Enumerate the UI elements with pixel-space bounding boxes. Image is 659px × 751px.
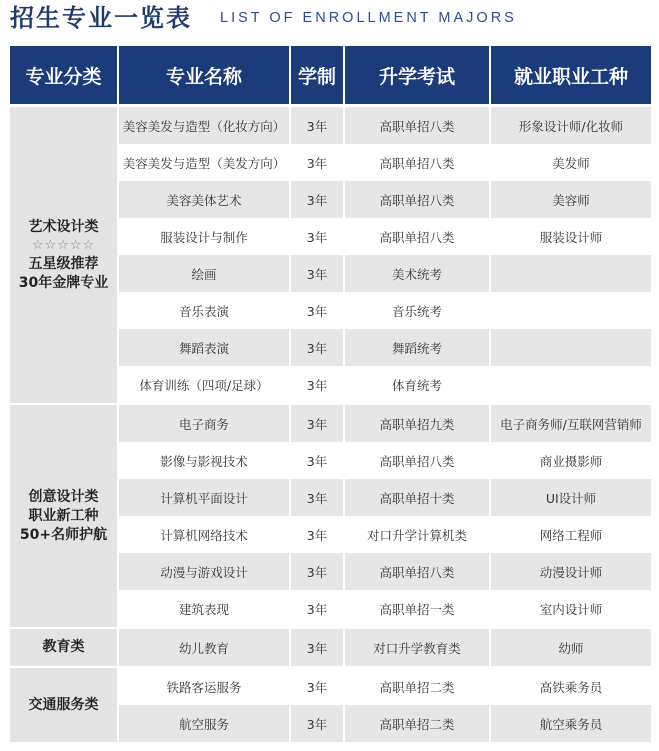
category-rating-stars: ☆☆☆☆☆ bbox=[31, 237, 96, 253]
duration-cell: 3年 bbox=[306, 377, 328, 393]
exam-cell: 舞蹈统考 bbox=[345, 329, 489, 366]
duration-cell: 3年 bbox=[291, 629, 343, 666]
exam-cell: 高职单招二类 bbox=[379, 679, 455, 695]
career-cell: 室内设计师 bbox=[539, 601, 603, 617]
table-row bbox=[119, 516, 651, 553]
career-cell bbox=[491, 292, 651, 329]
career-cell: 高铁乘务员 bbox=[539, 679, 603, 695]
major-name-cell: 电子商务 bbox=[119, 405, 289, 442]
duration-cell: 3年 bbox=[306, 303, 328, 319]
table-row bbox=[119, 366, 651, 403]
career-cell: 航空乘务员 bbox=[491, 705, 651, 742]
table-header bbox=[10, 46, 651, 104]
major-name-cell: 体育训练（四项/足球） bbox=[139, 377, 269, 393]
table-row bbox=[119, 405, 651, 442]
major-name-cell: 幼儿教育 bbox=[119, 629, 289, 666]
exam-cell: 高职单招一类 bbox=[379, 601, 455, 617]
category-note: 50+名师护航 bbox=[19, 526, 108, 543]
table-row bbox=[119, 218, 651, 255]
duration-cell: 3年 bbox=[306, 679, 328, 695]
duration-cell: 3年 bbox=[306, 453, 328, 469]
category-label: 创意设计类 bbox=[28, 488, 99, 505]
table-row bbox=[119, 705, 651, 742]
career-cell: 动漫设计师 bbox=[491, 553, 651, 590]
exam-cell: 体育统考 bbox=[391, 377, 442, 393]
page-subtitle-en: LIST OF ENROLLMENT MAJORS bbox=[220, 10, 517, 26]
header-exam: 升学考试 bbox=[345, 46, 489, 104]
header-major: 专业名称 bbox=[119, 46, 289, 104]
table-row bbox=[119, 144, 651, 181]
exam-cell: 对口升学计算机类 bbox=[366, 527, 467, 543]
major-name-cell: 美容美发与造型（美发方向） bbox=[122, 155, 286, 171]
category-label: 教育类 bbox=[42, 639, 85, 655]
category-group bbox=[10, 405, 651, 627]
duration-cell: 3年 bbox=[291, 181, 343, 218]
category-group bbox=[10, 629, 651, 666]
career-cell: 电子商务师/互联网营销师 bbox=[491, 405, 651, 442]
table-row bbox=[119, 590, 651, 627]
duration-cell: 3年 bbox=[291, 255, 343, 292]
exam-cell: 高职单招八类 bbox=[345, 181, 489, 218]
major-rows bbox=[119, 629, 651, 666]
exam-cell: 高职单招八类 bbox=[345, 553, 489, 590]
major-name-cell: 音乐表演 bbox=[178, 303, 229, 319]
duration-cell: 3年 bbox=[291, 479, 343, 516]
table-row bbox=[119, 329, 651, 366]
duration-cell: 3年 bbox=[291, 553, 343, 590]
header-duration: 学制 bbox=[291, 46, 343, 104]
exam-cell: 高职单招八类 bbox=[379, 453, 455, 469]
major-name-cell: 计算机网络技术 bbox=[160, 527, 248, 543]
header-category: 专业分类 bbox=[10, 46, 117, 104]
duration-cell: 3年 bbox=[291, 405, 343, 442]
major-name-cell: 舞蹈表演 bbox=[119, 329, 289, 366]
table-row bbox=[119, 292, 651, 329]
duration-cell: 3年 bbox=[306, 601, 328, 617]
category-cell bbox=[10, 107, 117, 403]
career-cell: 服装设计师 bbox=[539, 229, 603, 245]
major-name-cell: 动漫与游戏设计 bbox=[119, 553, 289, 590]
table-row bbox=[119, 668, 651, 705]
major-name-cell: 服装设计与制作 bbox=[160, 229, 248, 245]
exam-cell: 高职单招八类 bbox=[379, 229, 455, 245]
category-note: 五星级推荐 bbox=[28, 255, 99, 272]
category-label: 艺术设计类 bbox=[28, 218, 99, 235]
major-name-cell: 美容美发与造型（化妆方向） bbox=[119, 107, 289, 144]
major-rows bbox=[119, 668, 651, 742]
category-group bbox=[10, 668, 651, 742]
page-title: 招生专业一览表 bbox=[10, 4, 192, 32]
career-cell: UI设计师 bbox=[491, 479, 651, 516]
career-cell: 形象设计师/化妆师 bbox=[491, 107, 651, 144]
duration-cell: 3年 bbox=[306, 155, 328, 171]
career-cell bbox=[491, 329, 651, 366]
major-rows bbox=[119, 405, 651, 627]
exam-cell: 对口升学教育类 bbox=[345, 629, 489, 666]
career-cell: 美容师 bbox=[491, 181, 651, 218]
category-group bbox=[10, 107, 651, 403]
exam-cell: 高职单招二类 bbox=[345, 705, 489, 742]
exam-cell: 美术统考 bbox=[345, 255, 489, 292]
exam-cell: 高职单招八类 bbox=[345, 107, 489, 144]
category-cell bbox=[10, 629, 117, 666]
major-name-cell: 建筑表现 bbox=[178, 601, 229, 617]
category-note: 职业新工种 bbox=[28, 507, 99, 524]
career-cell: 网络工程师 bbox=[539, 527, 603, 543]
duration-cell: 3年 bbox=[306, 527, 328, 543]
category-cell bbox=[10, 405, 117, 627]
header-career: 就业职业工种 bbox=[491, 46, 651, 104]
duration-cell: 3年 bbox=[306, 229, 328, 245]
major-name-cell: 影像与影视技术 bbox=[160, 453, 248, 469]
category-note: 30年金牌专业 bbox=[18, 274, 109, 291]
major-name-cell: 绘画 bbox=[119, 255, 289, 292]
table-row bbox=[119, 553, 651, 590]
major-name-cell: 航空服务 bbox=[119, 705, 289, 742]
exam-cell: 音乐统考 bbox=[391, 303, 442, 319]
career-cell: 商业摄影师 bbox=[539, 453, 603, 469]
major-name-cell: 计算机平面设计 bbox=[119, 479, 289, 516]
exam-cell: 高职单招八类 bbox=[379, 155, 455, 171]
category-label: 交通服务类 bbox=[28, 696, 99, 713]
career-cell: 美发师 bbox=[552, 155, 590, 171]
table-row bbox=[119, 181, 651, 218]
duration-cell: 3年 bbox=[291, 705, 343, 742]
table-row bbox=[119, 479, 651, 516]
table-row bbox=[119, 442, 651, 479]
career-cell: 幼师 bbox=[491, 629, 651, 666]
major-rows bbox=[119, 107, 651, 403]
enrollment-majors-table bbox=[10, 46, 651, 742]
major-name-cell: 美容美体艺术 bbox=[119, 181, 289, 218]
table-row bbox=[119, 107, 651, 144]
duration-cell: 3年 bbox=[291, 329, 343, 366]
category-cell bbox=[10, 668, 117, 742]
table-row bbox=[119, 629, 651, 666]
exam-cell: 高职单招十类 bbox=[345, 479, 489, 516]
exam-cell: 高职单招九类 bbox=[345, 405, 489, 442]
career-cell bbox=[491, 255, 651, 292]
career-cell bbox=[491, 366, 651, 403]
duration-cell: 3年 bbox=[291, 107, 343, 144]
table-row bbox=[119, 255, 651, 292]
major-name-cell: 铁路客运服务 bbox=[166, 679, 242, 695]
